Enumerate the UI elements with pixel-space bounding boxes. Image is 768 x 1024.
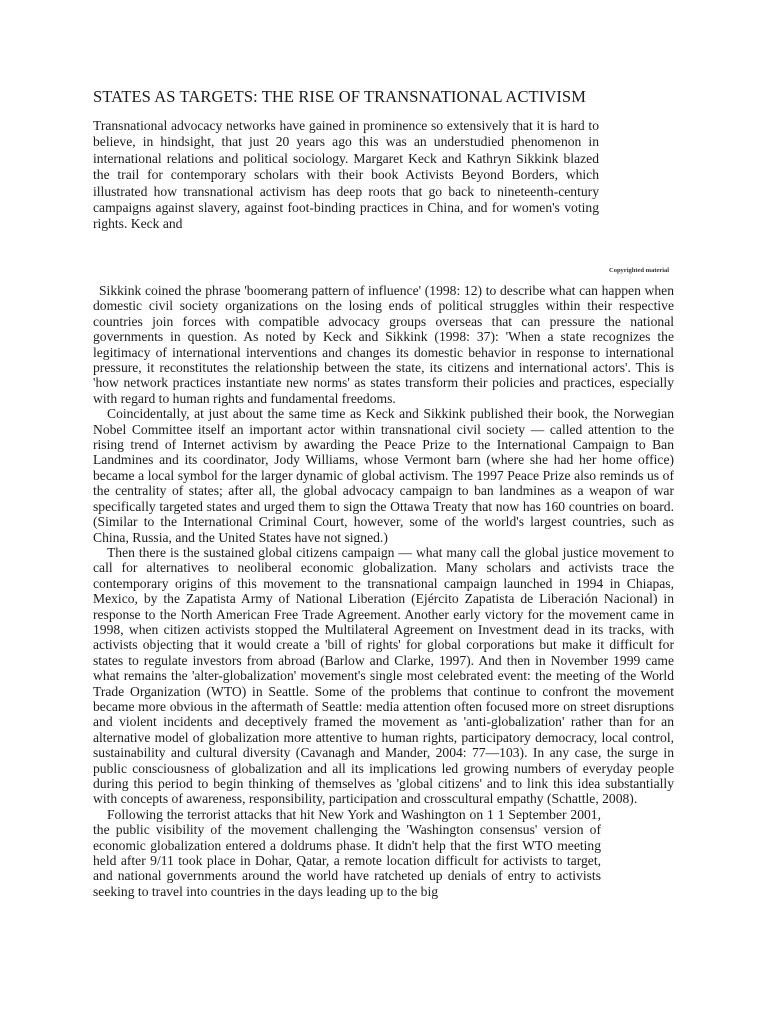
body-paragraph-2: Coincidentally, at just about the same time as Keck and Sikkink published their book, the Norwegian Nobel Committee itself an important actor within transnational civil society — called attention to the rising trend of Internet activism by awarding the Peace Prize to the International Campaign to Ban Landmines and its coordinator, Jody Williams, whose Vermont barn (where she had her home office) became a local symbol for the larger dynamic of global activism. The 1997 Peace Prize also reminds us of the centrality of states; after all, the global advocacy campaign to ban landmines as a weapon of war specifically targeted states and urged them to sign the Ottawa Treaty that now has 160 countries on board. (Similar to the International Criminal Court, however, some of the world's largest countries, such as China, Russia, and the United States have not signed.) [93,406,674,545]
intro-paragraph: Transnational advocacy networks have gained in prominence so extensively that it is hard to believe, in hindsight, that just 20 years ago this was an understudied phenomenon in international relations and political sociology. Margaret Keck and Kathryn Sikkink blazed the trail for contemporary scholars with their book Activists Beyond Borders, which illustrated how transnational activism has deep roots that go back to nineteenth-century campaigns against slavery, against foot-binding practices in China, and for women's voting rights. Keck and [93,118,599,232]
body-paragraph-1: Sikkink coined the phrase 'boomerang pattern of influence' (1998: 12) to describe what can happen when domestic civil society organizations on the losing ends of political struggles within their respective countries join forces with compatible advocacy groups overseas that can pressure the national governments in question. As noted by Keck and Sikkink (1998: 37): 'When a state recognizes the legitimacy of international interventions and changes its domestic behavior in response to international pressure, it reconstitutes the relationship between the state, its citizens and international actors'. This is 'how network practices instantiate new norms' as states transform their policies and practices, especially with regard to human rights and fundamental freedoms. [93,283,674,406]
copyright-notice: Copyrighted material [609,267,670,274]
body-text [93,283,674,899]
body-paragraph-3: Then there is the sustained global citizens campaign — what many call the global justice movement to call for alternatives to neoliberal economic globalization. Many scholars and activists trace the contemporary origins of this movement to the transnational campaign launched in 1994 in Chiapas, Mexico, by the Zapatista Army of National Liberation (Ejército Zapatista de Liberación Nacional) in response to the North American Free Trade Agreement. Another early victory for the movement came in 1998, when citizen activists stopped the Multilateral Agreement on Investment dead in its tracks, with activists objecting that it would create a 'bill of rights' for global corporations but make it difficult for states to regulate investors from abroad (Barlow and Clarke, 1997). And then in November 1999 came what remains the 'alter-globalization' movement's single most celebrated event: the meeting of the World Trade Organization (WTO) in Seattle. Some of the problems that continue to confront the movement became more obvious in the aftermath of Seattle: media attention often focused more on street disruptions and violent incidents and deceptively framed the movement as 'anti-globalization' rather than for an alternative model of globalization more attentive to human rights, participatory democracy, local control, sustainability and cultural diversity (Cavanagh and Mander, 2004: 77—103). In any case, the surge in public consciousness of globalization and all its implications led growing numbers of everyday people during this period to begin thinking of themselves as 'global citizens' and to link this idea substantially with concepts of awareness, responsibility, participation and crosscultural empathy (Schattle, 2008). [93,544,674,807]
page-title: STATES AS TARGETS: THE RISE OF TRANSNATIONAL ACTIVISM [93,87,586,106]
body-paragraph-4: Following the terrorist attacks that hit New York and Washington on 1 1 September 2001, the public visibility of the movement challenging the 'Washington consensus' version of economic globalization entered a doldrums phase. It didn't help that the first WTO meeting held after 9/11 took place in Dohar, Qatar, a remote location difficult for activists to target, and national governments around the world have ratcheted up denials of entry to activists seeking to travel into countries in the days leading up to the big [93,806,601,899]
